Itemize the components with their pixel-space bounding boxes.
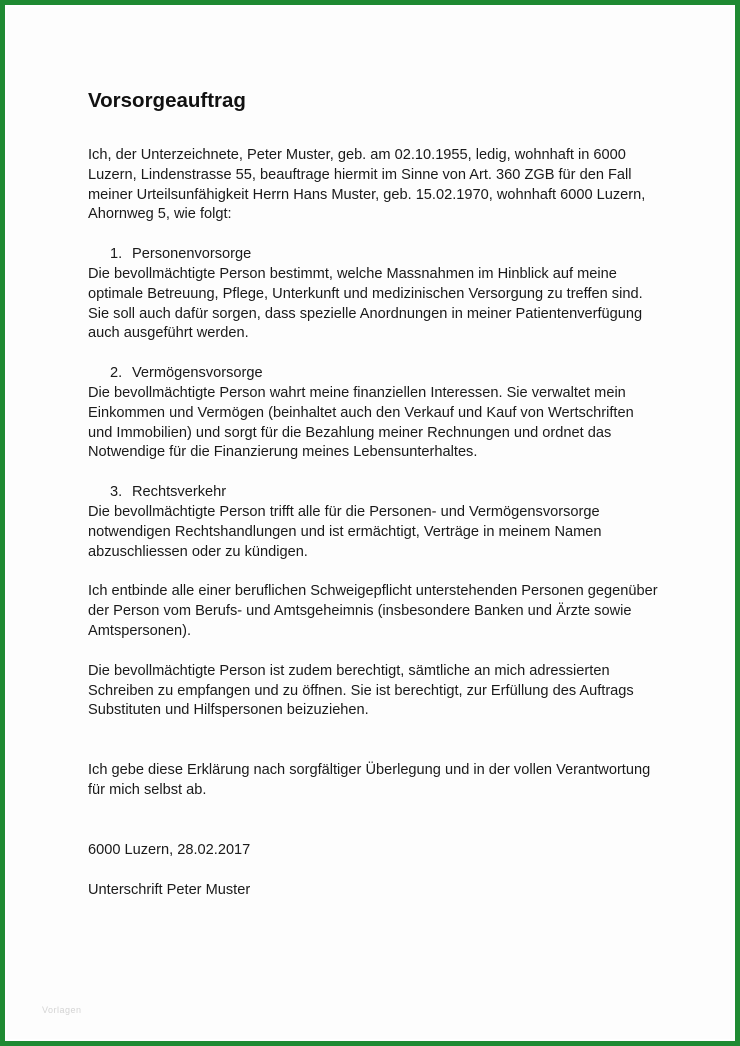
section-number: 2. [110, 365, 123, 382]
mail-paragraph: Die bevollmächtigte Person ist zudem berechtigt, sämtliche an mich adressierten Schreiben zu empfangen und zu öffnen. Sie ist berechtigt, zur Erfüllung des Auftrags Substituten und Hilfspersonen beizuziehen. [88, 662, 634, 719]
section-vermoegensvorsorge [88, 364, 658, 463]
section-rechtsverkehr [88, 483, 658, 562]
place-date: 6000 Luzern, 28.02.2017 [88, 841, 251, 858]
section-body: Die bevollmächtigte Person trifft alle für die Personen- und Vermögensvorsorge notwendigen Rechtshandlungen und ist ermächtigt, Verträge in meinem Namen abzuschliessen oder zu kündigen. [88, 503, 602, 560]
section-body: Die bevollmächtigte Person bestimmt, welche Massnahmen im Hinblick auf meine optimale Betreuung, Pflege, Unterkunft und medizinischen Versorgung zu treffen sind. Sie soll auch dafür sorgen, dass spezielle Anordnungen in meiner Patientenverfügung auch ausgeführt werden. [88, 265, 643, 342]
watermark-text: Vorlagen [42, 1005, 82, 1015]
section-number: 3. [110, 484, 123, 501]
section-heading [88, 483, 658, 503]
document-title: Vorsorgeauftrag [88, 89, 246, 112]
section-heading [88, 245, 658, 265]
section-title: Vermögensvorsorge [132, 365, 263, 382]
signature-line: Unterschrift Peter Muster [88, 881, 251, 898]
intro-paragraph: Ich, der Unterzeichnete, Peter Muster, geb. am 02.10.1955, ledig, wohnhaft in 6000 Luzern, Lindenstrasse 55, beauftrage hiermit im Sinne von Art. 360 ZGB für den Fall meiner Urteilsunfähigkeit Herrn Hans Muster, geb. 15.02.1970, wohnhaft 6000 Luzern, Ahornweg 5, wie folgt: [88, 147, 646, 223]
section-personenvorsorge [88, 245, 658, 344]
section-body: Die bevollmächtigte Person wahrt meine finanziellen Interessen. Sie verwaltet mein Einkommen und Vermögen (beinhaltet auch den Verkauf und Kauf von Wertschriften und Immobilien) und sorgt für die Bezahlung meiner Rechnungen und ordnet das Notwendige für die Finanzierung meines Lebensunterhaltes. [88, 384, 634, 461]
section-title: Personenvorsorge [132, 246, 252, 263]
section-title: Rechtsverkehr [132, 484, 227, 501]
section-heading [88, 364, 658, 384]
section-number: 1. [110, 246, 123, 263]
secrecy-paragraph: Ich entbinde alle einer beruflichen Schweigepflicht unterstehenden Personen gegenüber der Person vom Berufs- und Amtsgeheimnis (insbesondere Banken und Ärzte sowie Amtspersonen). [88, 583, 658, 639]
document-content [88, 88, 658, 900]
declaration-paragraph: Ich gebe diese Erklärung nach sorgfältiger Überlegung und in der vollen Verantwortung für mich selbst ab. [88, 762, 651, 798]
